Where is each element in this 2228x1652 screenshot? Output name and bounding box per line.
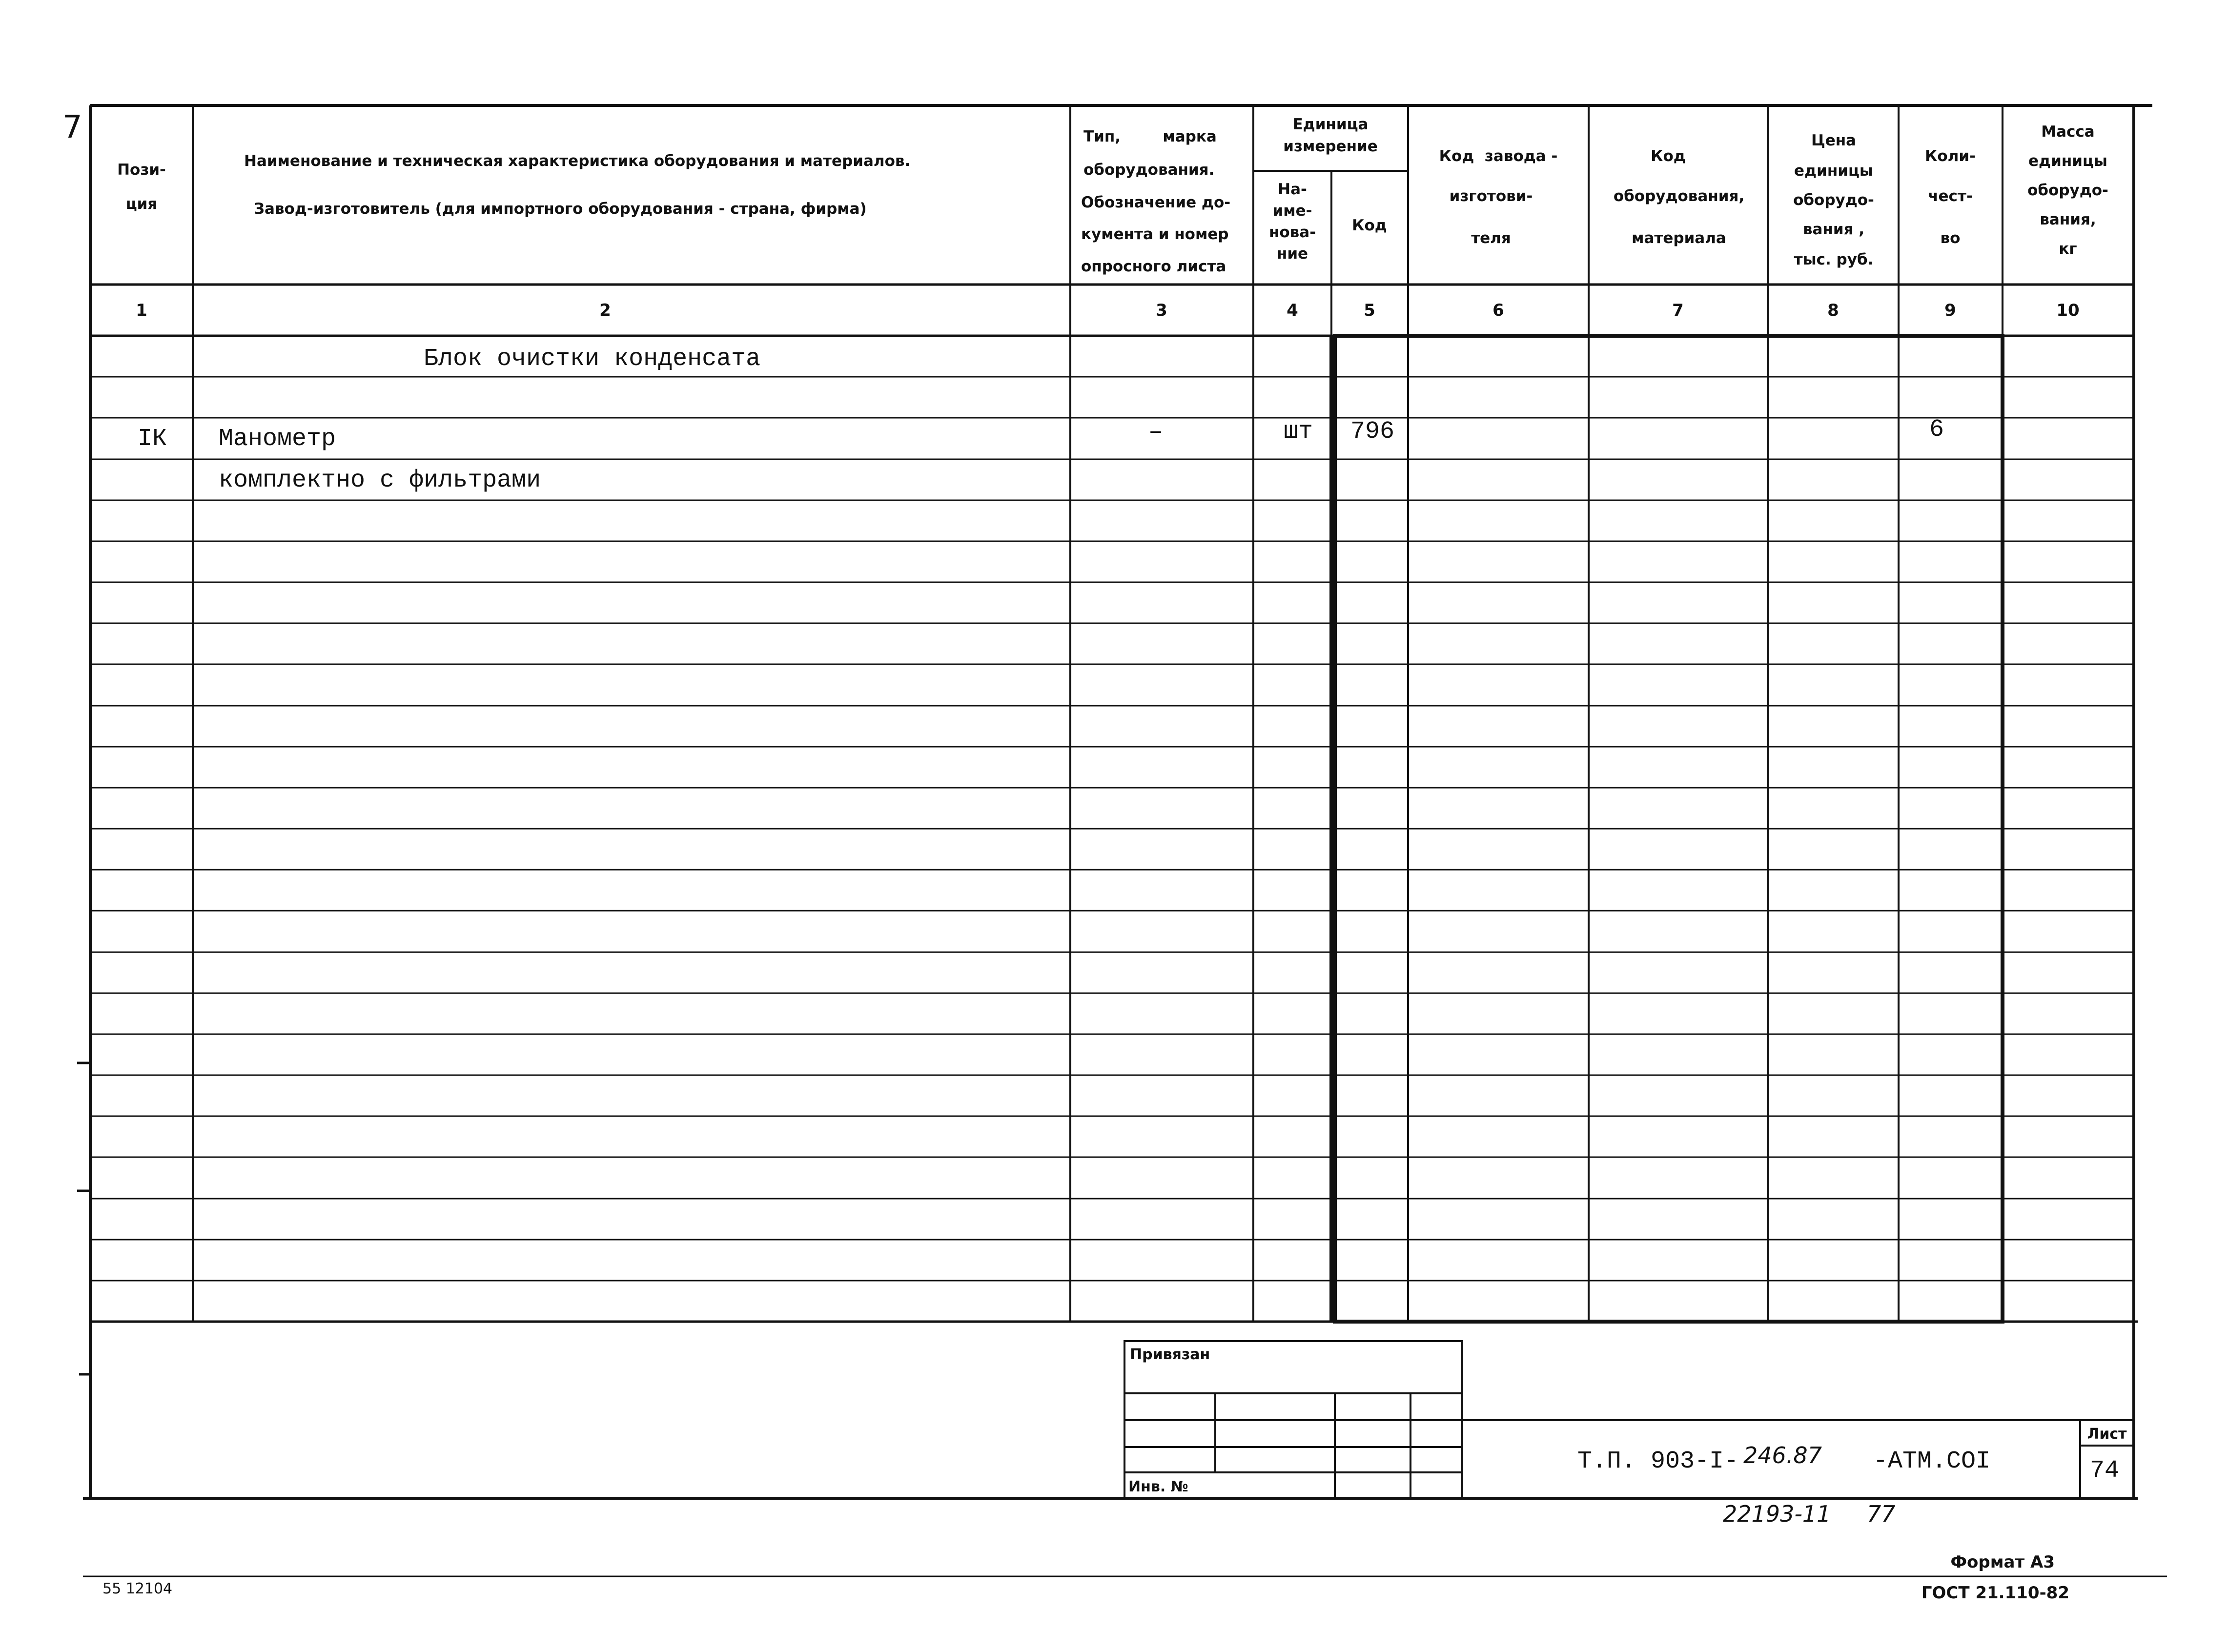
item-unit-name: шт: [1283, 418, 1313, 446]
header-price-line5: тыс. руб.: [1794, 251, 1874, 268]
header-equipment-code-line1: Код: [1651, 147, 1686, 165]
header-type-line4: кумента и номер: [1081, 225, 1229, 243]
header-plant-code-line2: изготови-: [1449, 187, 1533, 205]
inventory-number-label: Инв. №: [1128, 1478, 1188, 1495]
header-equipment-code-line3: материала: [1632, 229, 1726, 247]
column-number-8: 8: [1827, 301, 1839, 320]
header-unit-name-line1: На-: [1278, 181, 1307, 198]
column-number-3: 3: [1156, 301, 1167, 320]
privyazan-label: Привязан: [1130, 1346, 1210, 1363]
header-unit-name-line3: нова-: [1268, 224, 1316, 241]
header-name-line2: Завод-изготовитель (для импортного оборудования - страна, фирма): [254, 200, 867, 218]
format-label: Формат A3: [1950, 1552, 2055, 1572]
item-quantity: 6: [1929, 416, 1944, 444]
handwritten-registration-number: 22193-11: [1723, 1501, 1831, 1527]
header-quantity-line2: чест-: [1928, 187, 1973, 205]
column-number-2: 2: [599, 301, 611, 320]
header-quantity-line3: во: [1940, 229, 1961, 247]
table-body: [138, 345, 1944, 494]
document-code-suffix: -АТМ.COI: [1873, 1448, 1991, 1475]
column-number-6: 6: [1492, 301, 1504, 320]
column-numbers-row: [136, 301, 2080, 320]
column-number-4: 4: [1287, 301, 1298, 320]
header-mass-line5: кг: [2059, 240, 2077, 258]
header-price-line3: оборудо-: [1793, 191, 1874, 209]
header-plant-code-line3: теля: [1471, 229, 1511, 247]
header-position-line2: ция: [125, 195, 158, 213]
row-lines: [90, 377, 2134, 1281]
handwritten-page-number: 77: [1867, 1501, 1896, 1527]
item-name-continuation: комплектно с фильтрами: [219, 467, 541, 494]
header-mass-line3: оборудо-: [2027, 182, 2108, 199]
document-code: [1577, 1442, 1990, 1475]
header-unit-group-line2: измерение: [1283, 138, 1378, 155]
sheet-label: Лист: [2087, 1426, 2127, 1443]
column-dividers: [193, 105, 2003, 1322]
header-price-line2: единицы: [1794, 162, 1873, 180]
header-position-line1: Пози-: [117, 161, 166, 179]
column-number-10: 10: [2056, 301, 2080, 320]
document-code-prefix: Т.П. 903-I-: [1577, 1448, 1739, 1475]
column-number-1: 1: [136, 301, 147, 320]
item-type: –: [1148, 418, 1164, 446]
header-type-line3: Обозначение до-: [1081, 194, 1231, 211]
gost-standard: ГОСТ 21.110-82: [1921, 1583, 2069, 1603]
header-type-line2: оборудования.: [1083, 161, 1215, 179]
header-type-line5: опросного листа: [1081, 258, 1226, 275]
section-title: Блок очистки конденсата: [424, 345, 761, 373]
column-number-9: 9: [1944, 301, 1956, 320]
header-unit-name-line2: име-: [1272, 202, 1312, 220]
column-number-5: 5: [1364, 301, 1375, 320]
table-header: [117, 116, 2108, 275]
header-type-line1: Тип, марка: [1083, 128, 1217, 145]
header-price-line4: вания ,: [1802, 221, 1865, 238]
header-plant-code-line1: Код завода -: [1439, 147, 1558, 165]
table-frame: [83, 105, 2152, 1498]
document-code-handwritten: 246.87: [1743, 1442, 1822, 1468]
sheet-mark: 7: [62, 109, 82, 145]
margin-ticks: [77, 1063, 90, 1374]
header-equipment-code-line2: оборудования,: [1613, 187, 1745, 205]
sheet-number: 74: [2089, 1457, 2120, 1485]
left-code: 55 12104: [102, 1580, 173, 1597]
item-unit-code: 796: [1350, 418, 1395, 446]
column-number-7: 7: [1672, 301, 1684, 320]
header-price-line1: Цена: [1811, 132, 1857, 149]
header-unit-code: Код: [1352, 217, 1387, 234]
item-name: Манометр: [219, 425, 336, 453]
header-mass-line1: Масса: [2041, 123, 2095, 141]
header-mass-line2: единицы: [2028, 152, 2107, 170]
header-name-line1: Наименование и техническая характеристика оборудования и материалов.: [244, 152, 911, 170]
header-mass-line4: вания,: [2040, 211, 2096, 228]
header-quantity-line1: Коли-: [1925, 147, 1976, 165]
header-unit-group-line1: Единица: [1292, 116, 1369, 133]
item-position: IК: [137, 425, 167, 453]
header-unit-name-line4: ние: [1276, 245, 1308, 263]
